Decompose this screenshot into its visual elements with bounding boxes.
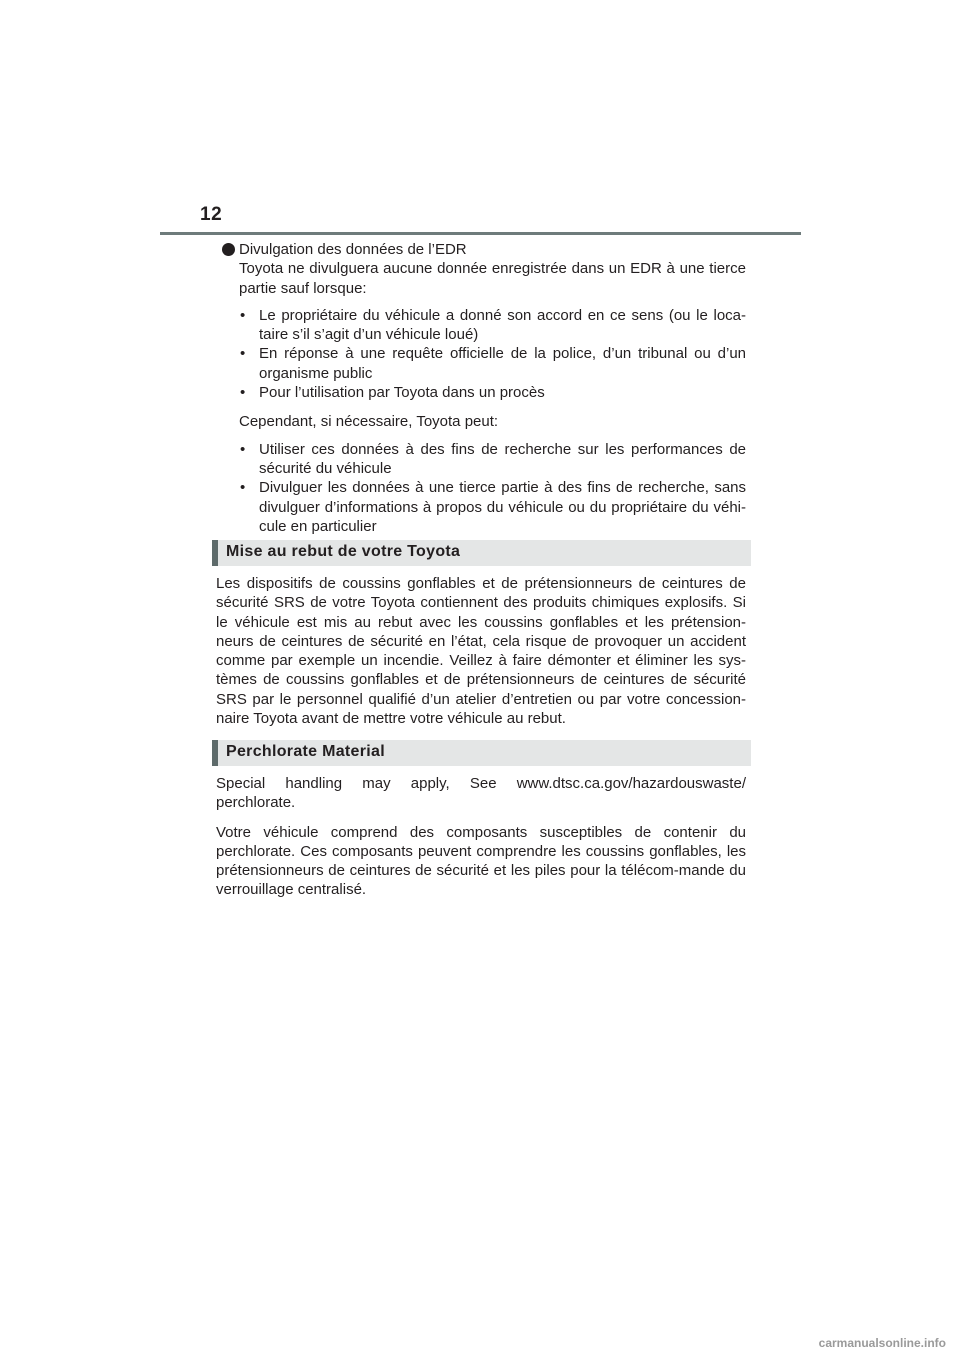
header-rule bbox=[160, 232, 801, 235]
perchlorate-body: Votre véhicule comprend des composants susceptibles de contenir du perchlorate. Ces composants peuvent comprendre les coussins gonflables, les prétensionneurs de ceintures de sécurité et les piles pour la télécom-mande du verrouillage centralisé. bbox=[216, 823, 746, 899]
handling-line: Special handling may apply, See www.dtsc.ca.gov/hazardouswaste/ bbox=[216, 775, 746, 792]
list-item: • En réponse à une requête officielle de la police, d’un tribunal ou d’un organisme public bbox=[239, 344, 746, 383]
edr-heading-row bbox=[239, 240, 746, 259]
perchlorate-section-title: Perchlorate Material bbox=[226, 743, 385, 760]
disposal-section-header bbox=[212, 540, 751, 566]
list-item: • Divulguer les données à une tierce partie à des fins de recherche, sans divulguer d’informations à propos du véhicule ou du propriétaire du véhi-cule en particulier bbox=[239, 478, 746, 536]
perchlorate-section-header bbox=[212, 740, 751, 766]
edr-section bbox=[239, 240, 746, 536]
edr-however: Cependant, si nécessaire, Toyota peut: bbox=[239, 413, 499, 431]
section-marker bbox=[212, 540, 218, 566]
disposal-body-block bbox=[216, 574, 746, 728]
list-item: • Pour l’utilisation par Toyota dans un procès bbox=[239, 383, 746, 402]
list-item: • Utiliser ces données à des fins de recherche sur les performances de sécurité du véhicule bbox=[239, 440, 746, 479]
edr-however-list bbox=[239, 440, 746, 536]
edr-conditions-list bbox=[239, 306, 746, 402]
perchlorate-body-block bbox=[216, 774, 746, 900]
edr-heading: Divulgation des données de l’EDR bbox=[239, 241, 467, 258]
list-item: • Le propriétaire du véhicule a donné son accord en ce sens (ou le loca-taire s’il s’agit d’un véhicule loué) bbox=[239, 306, 746, 345]
handling-line-end: perchlorate. bbox=[216, 794, 296, 812]
section-marker bbox=[212, 740, 218, 766]
bullet-circle-icon bbox=[222, 243, 235, 256]
page-number: 12 bbox=[200, 204, 223, 225]
disposal-body: Les dispositifs de coussins gonflables et de prétensionneurs de ceintures de sécurité SRS de votre Toyota contiennent des produits chimiques explosifs. Si le véhicule est mis au rebut avec les coussins gonflables et les prétension-neurs de ceintures de sécurité en l’état, cela risque de provoquer un accident comme par exemple un incendie. Veillez à faire démonter et éliminer les sys-tèmes de coussins gonflables et de prétensionneurs de ceintures de sécurité SRS par le personnel qualifié d’un atelier d’entretien ou par votre concession-naire Toyota avant de mettre votre véhicule au rebut. bbox=[216, 575, 746, 728]
edr-intro: Toyota ne divulguera aucune donnée enregistrée dans un EDR à une tierce partie sauf lorsque: bbox=[239, 260, 746, 297]
disposal-section-title: Mise au rebut de votre Toyota bbox=[226, 543, 461, 560]
watermark: carmanualsonline.info bbox=[818, 1336, 946, 1350]
